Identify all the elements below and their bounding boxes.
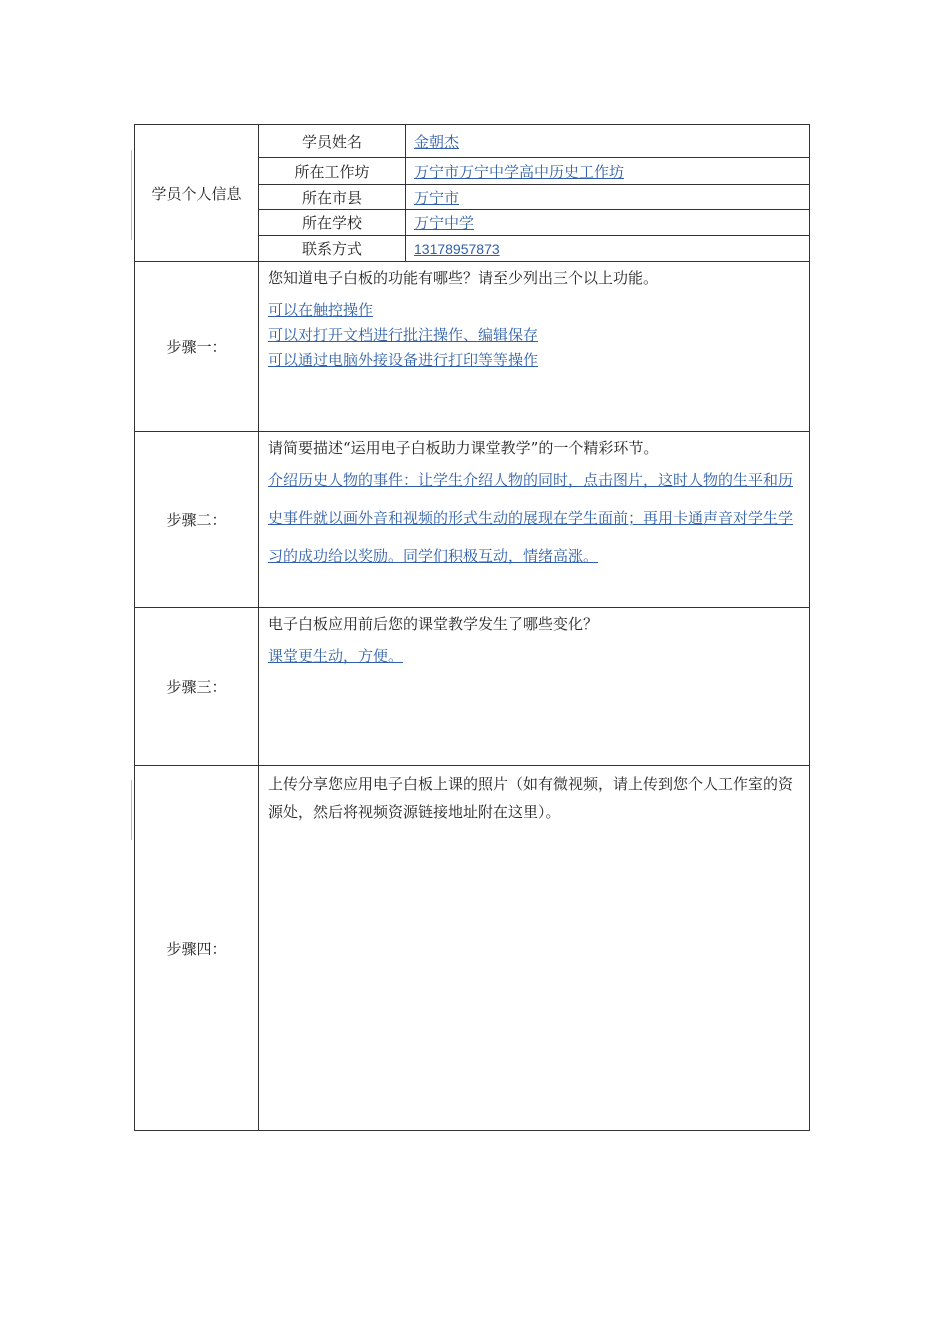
step-1-answer-3[interactable]: 可以通过电脑外接设备进行打印等等操作	[268, 351, 539, 369]
step-4-label: 步骤四：	[166, 939, 227, 958]
margin-mark	[131, 780, 132, 840]
step-1-question: 您知道电子白板的功能有哪些？请至少列出三个以上功能。	[268, 269, 659, 287]
step-1-label: 步骤一：	[166, 338, 227, 356]
school-label: 所在学校	[301, 214, 362, 232]
name-label: 学员姓名	[301, 132, 362, 151]
step-3-question: 电子白板应用前后您的课堂教学发生了哪些变化？	[268, 615, 599, 633]
step-3-content	[259, 608, 809, 765]
school-value[interactable]: 万宁中学	[414, 214, 475, 232]
step-2-question: 请简要描述“运用电子白板助力课堂教学”的一个精彩环节。	[268, 439, 659, 457]
student-form-table	[134, 124, 810, 1131]
step-4-content	[259, 766, 809, 1130]
step-2-content	[259, 432, 809, 607]
workshop-label: 所在工作坊	[294, 162, 370, 181]
step-3-answer[interactable]: 课堂更生动，方便。	[268, 647, 404, 665]
step-2-label: 步骤二：	[166, 511, 227, 529]
contact-label: 联系方式	[301, 240, 362, 258]
margin-mark	[131, 150, 132, 240]
step-4-question: 上传分享您应用电子白板上课的照片（如有微视频，请上传到您个人工作室的资源处，然后将视频资源链接地址附在这里）。	[268, 775, 794, 821]
workshop-value[interactable]: 万宁市万宁中学高中历史工作坊	[414, 162, 625, 181]
step-1-answer-1[interactable]: 可以在触控操作	[268, 301, 374, 319]
step-1-answer-2[interactable]: 可以对打开文档进行批注操作、编辑保存	[268, 326, 539, 344]
step-3-label: 步骤三：	[166, 678, 227, 696]
name-value[interactable]: 金朝杰	[414, 132, 460, 151]
contact-value[interactable]: 13178957873	[414, 240, 500, 257]
county-value[interactable]: 万宁市	[414, 188, 460, 207]
info-section-label: 学员个人信息	[151, 184, 242, 203]
step-2-answer[interactable]: 介绍历史人物的事件：让学生介绍人物的同时，点击图片，这时人物的生平和历史事件就以画外音和视频的形式生动的展现在学生面前；再用卡通声音对学生学习的成功给以奖励。同学们积极互动，情绪高涨。	[268, 471, 794, 565]
county-label: 所在市县	[301, 188, 362, 207]
step-1-content	[259, 262, 809, 431]
step-1-answers	[268, 298, 801, 373]
